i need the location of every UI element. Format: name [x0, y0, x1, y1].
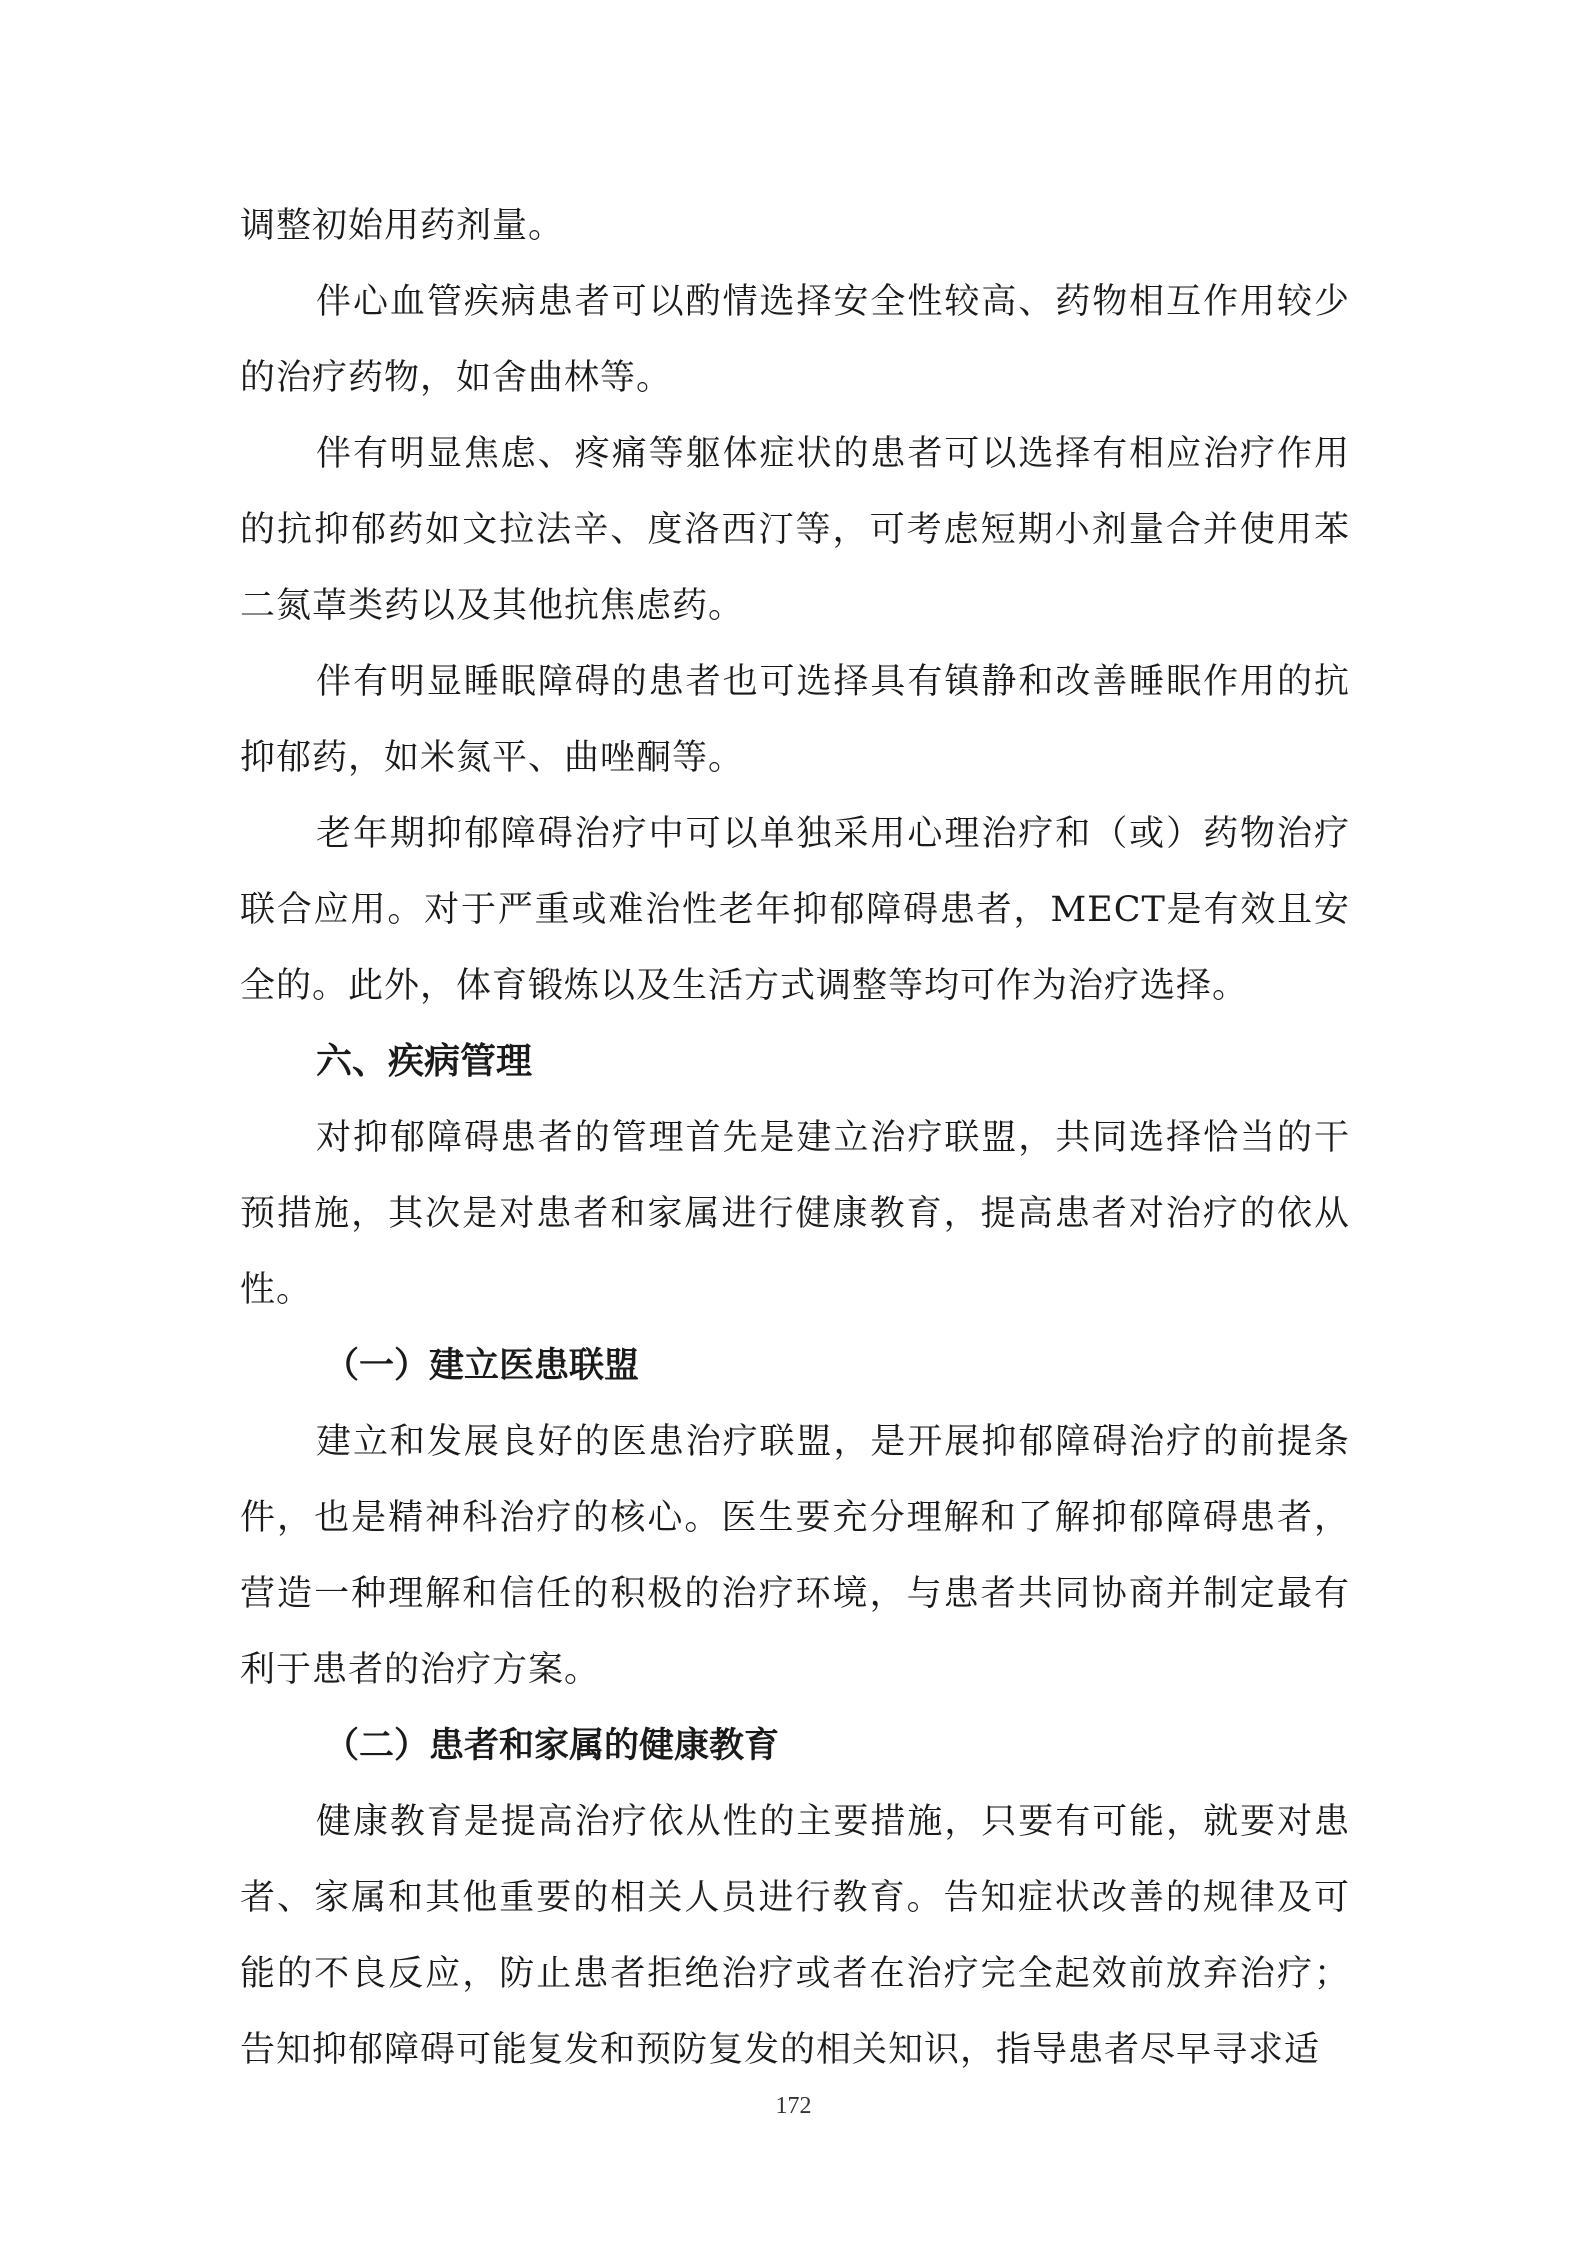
paragraph-3: 伴有明显焦虑、疼痛等躯体症状的患者可以选择有相应治疗作用的抗抑郁药如文拉法辛、度洛西汀等，可考虑短期小剂量合并使用苯二氮䓬类药以及其他抗焦虑药。	[240, 434, 1350, 626]
page-number: 172	[775, 2093, 812, 2119]
paragraph-7: 建立和发展良好的医患治疗联盟，是开展抑郁障碍治疗的前提条件，也是精神科治疗的核心。医生要充分理解和了解抑郁障碍患者，营造一种理解和信任的积极的治疗环境，与患者共同协商并制定最有利于患者的治疗方案。	[240, 1422, 1350, 1690]
paragraph-5: 老年期抑郁障碍治疗中可以单独采用心理治疗和（或）药物治疗联合应用。对于严重或难治性老年抑郁障碍患者，MECT是有效且安全的。此外，体育锻炼以及生活方式调整等均可作为治疗选择。	[240, 814, 1350, 1006]
paragraph-8: 健康教育是提高治疗依从性的主要措施，只要有可能，就要对患者、家属和其他重要的相关人员进行教育。告知症状改善的规律及可能的不良反应，防止患者拒绝治疗或者在治疗完全起效前放弃治疗；告知抑郁障碍可能复发和预防复发的相关知识，指导患者尽早寻求适	[240, 1802, 1350, 2070]
paragraph-6: 对抑郁障碍患者的管理首先是建立治疗联盟，共同选择恰当的干预措施，其次是对患者和家属进行健康教育，提高患者对治疗的依从性。	[240, 1118, 1350, 1310]
paragraph-2: 伴心血管疾病患者可以酌情选择安全性较高、药物相互作用较少的治疗药物，如舍曲林等。	[240, 282, 1350, 398]
paragraph-1: 调整初始用药剂量。	[240, 206, 565, 246]
page-content	[240, 188, 1350, 2088]
paragraph-4: 伴有明显睡眠障碍的患者也可选择具有镇静和改善睡眠作用的抗抑郁药，如米氮平、曲唑酮等。	[240, 662, 1350, 778]
subsection-heading-health-education: （二）患者和家属的健康教育	[324, 1725, 780, 1766]
subsection-heading-alliance: （一）建立医患联盟	[324, 1345, 640, 1386]
section-heading-disease-management: 六、疾病管理	[316, 1041, 533, 1082]
